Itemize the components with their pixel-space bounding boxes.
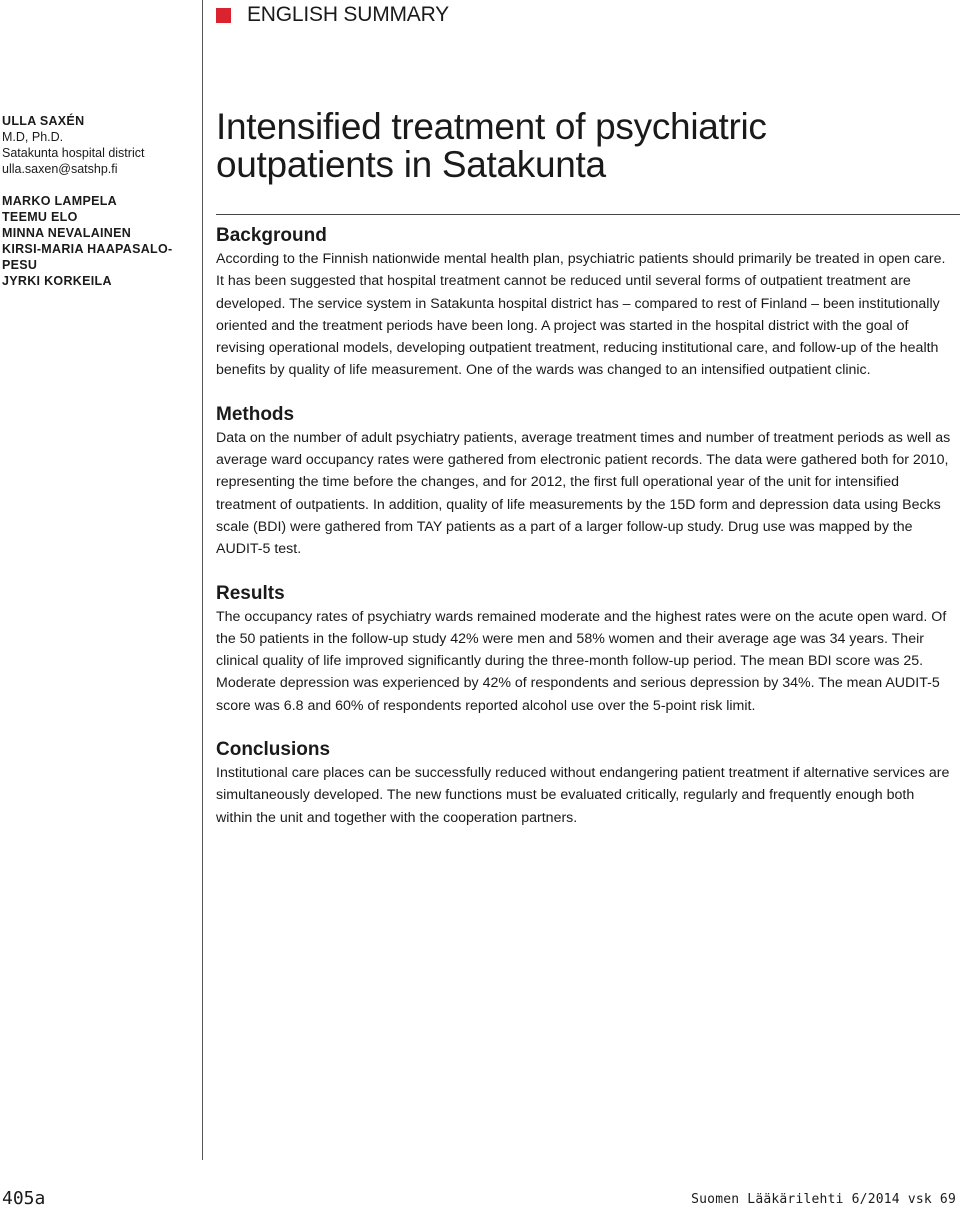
abstract-body: [216, 224, 954, 850]
section-heading: Background: [216, 225, 327, 246]
lead-author-degree: M.D, Ph.D.: [2, 130, 64, 144]
section-heading: Conclusions: [216, 739, 331, 761]
section-heading: Results: [216, 582, 285, 604]
section-text: The occupancy rates of psychiatry wards remained moderate and the highest rates were on the acute open ward. Of the 50 patients in the follow-up study 42% were men and 58% women and their average age was 34 years. Their clinical quality of life improved significantly during the three-month follow-up period. The mean BDI score was 25. Moderate depression was experienced by 42% of respondents and serious depression by 34%. The mean AUDIT-5 score was 6.8 and 60% of respondents reported alcohol use over the 5-point risk limit.: [216, 608, 947, 714]
author-name: MINNA NEVALAINEN: [2, 226, 132, 240]
author-name: JYRKI KORKEILA: [2, 274, 112, 288]
section-text: Institutional care places can be successfully reduced without endangering patient treatment if alternative services are simultaneously developed. The new functions must be evaluated critically, regularly and frequently enough both within the unit and together with the cooperation partners.: [216, 765, 950, 826]
article-title: Intensified treatment of psychiatric outpatients in Satakunta: [216, 106, 767, 185]
red-square-icon: [216, 8, 231, 23]
section-background: [216, 224, 954, 382]
page-number: 405a: [2, 1188, 46, 1209]
section-methods: [216, 403, 954, 561]
section-text: Data on the number of adult psychiatry patients, average treatment times and number of treatment periods as well as average ward occupancy rates were gathered from electronic patient records. The data were gathered both for 2010, representing the time before the changes, and for 2012, the first full operational year of the unit for intensified treatment of outpatients. In addition, quality of life measurements by the 15D form and depression data using Becks scale (BDI) were gathered from TAY patients as a part of a larger follow-up study. Drug use was mapped by the AUDIT-5 test.: [216, 429, 951, 558]
author-name: MARKO LAMPELA: [2, 194, 118, 208]
lead-author-name: ULLA SAXÉN: [2, 114, 85, 128]
author-name: TEEMU ELO: [2, 210, 78, 224]
section-header: [216, 2, 449, 28]
section-heading: Methods: [216, 403, 295, 425]
lead-author-affiliation: Satakunta hospital district: [2, 146, 145, 160]
author-name: KIRSI-MARIA HAAPASALO-PESU: [2, 242, 173, 272]
lead-author-email[interactable]: ulla.saxen@satshp.fi: [2, 162, 118, 176]
section-conclusions: [216, 738, 954, 829]
section-label: ENGLISH SUMMARY: [247, 3, 449, 26]
section-results: [216, 582, 954, 717]
author-list: [2, 113, 198, 289]
journal-reference: Suomen Lääkärilehti 6/2014 vsk 69: [691, 1192, 956, 1207]
title-rule: [216, 214, 960, 215]
column-divider: [202, 0, 203, 1160]
section-text: According to the Finnish nationwide mental health plan, psychiatric patients should primarily be treated in open care. It has been suggested that hospital treatment cannot be reduced until several forms of outpatient treatment are developed. The service system in Satakunta hospital district has – compared to rest of Finland – been institutionally oriented and the treatment periods have been long. A project was started in the hospital district with the goal of revising operational models, developing outpatient treatment, reducing institutional care, and follow-up of the health benefits by quality of life measurement. One of the wards was changed to an intensified outpatient clinic.: [216, 251, 946, 379]
